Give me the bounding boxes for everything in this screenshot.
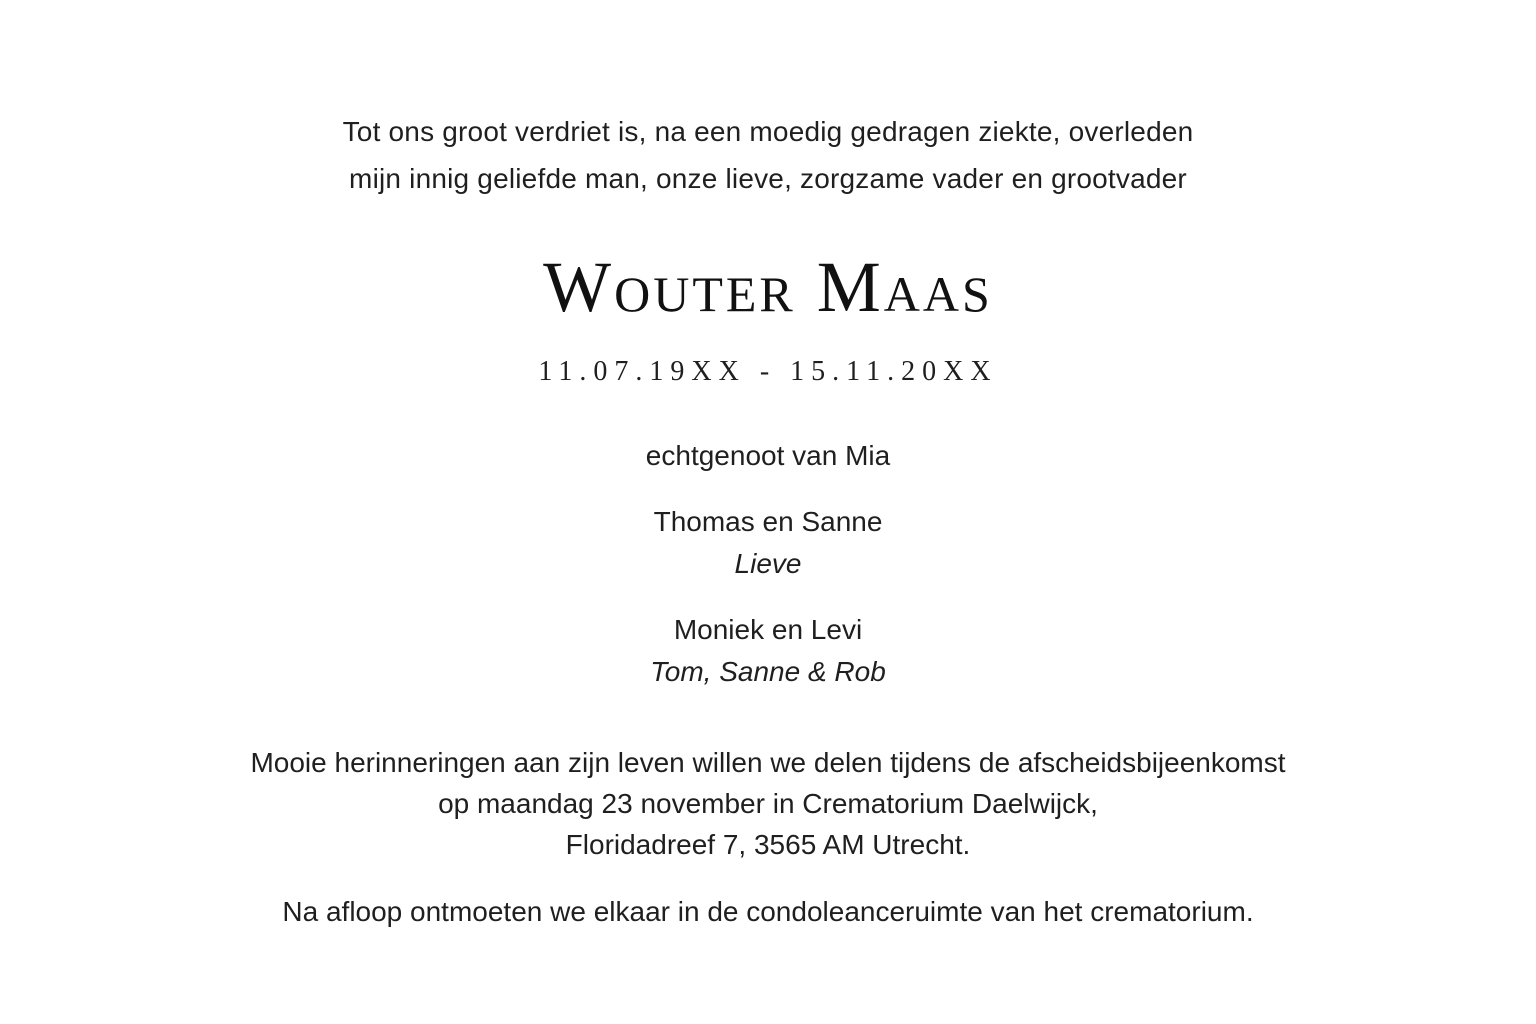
life-dates: 11.07.19XX - 15.11.20XX [538,356,998,387]
intro-line-1: Tot ons groot verdriet is, na een moedig gedragen ziekte, overleden [342,116,1194,147]
ceremony-line-1: Mooie herinneringen aan zijn leven willen we delen tijdens de afscheidsbijeenkomst [250,747,1286,778]
grandchildren-2: Tom, Sanne & Rob [650,656,886,687]
closing-line: Na afloop ontmoeten we elkaar in de condoleanceruimte van het crematorium. [282,896,1254,927]
spouse-line: echtgenoot van Mia [645,440,891,471]
child-family-1: Thomas en Sanne [653,506,883,537]
ceremony-line-3: Floridadreef 7, 3565 AM Utrecht. [565,829,971,860]
intro-line-2: mijn innig geliefde man, onze lieve, zorgzame vader en grootvader [349,163,1187,194]
ceremony-line-2: op maandag 23 november in Crematorium Daelwijck, [438,788,1098,819]
grandchildren-1: Lieve [734,548,802,579]
child-family-2: Moniek en Levi [673,614,863,645]
deceased-name: Wouter Maas [543,247,993,327]
